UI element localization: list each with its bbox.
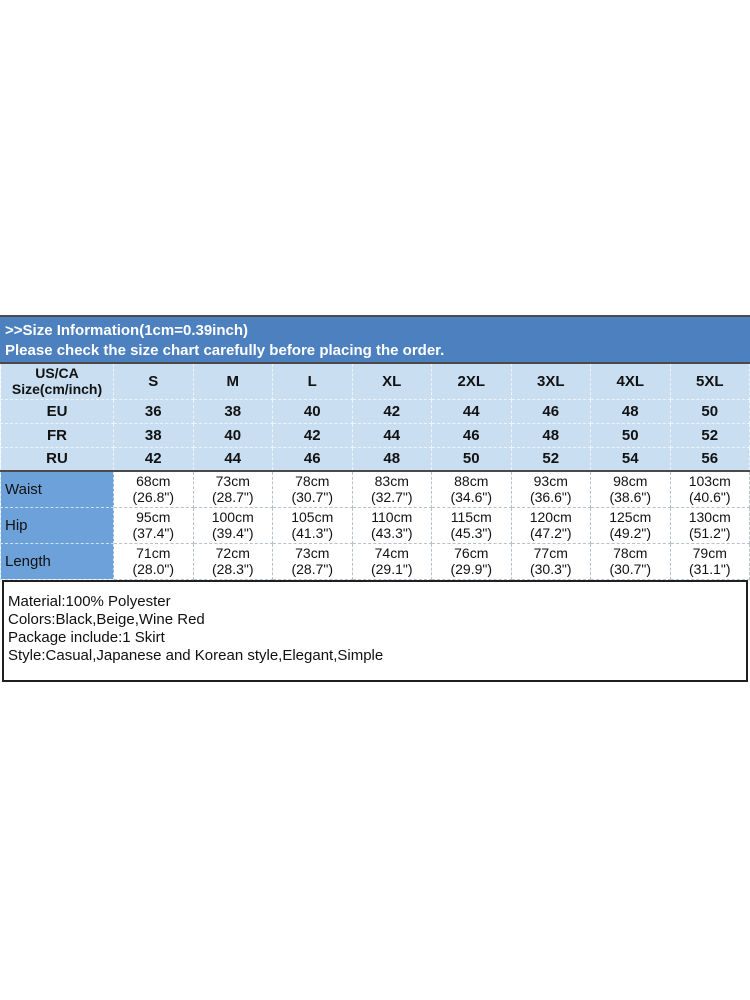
ru-size-cell: 42 bbox=[114, 447, 194, 471]
size-header-row bbox=[1, 363, 750, 399]
length-value-cell: 78cm (30.7") bbox=[591, 543, 671, 579]
ru-size-cell: 54 bbox=[591, 447, 671, 471]
fr-size-cell: 40 bbox=[193, 423, 273, 447]
hip-value-cell: 100cm (39.4") bbox=[193, 507, 273, 543]
size-col-header-3xl: 3XL bbox=[511, 363, 591, 399]
size-col-header-l: L bbox=[273, 363, 353, 399]
fr-size-cell: 44 bbox=[352, 423, 432, 447]
ru-size-cell: 56 bbox=[670, 447, 750, 471]
size-col-header-2xl: 2XL bbox=[432, 363, 512, 399]
eu-size-cell: 42 bbox=[352, 399, 432, 423]
eu-size-cell: 40 bbox=[273, 399, 353, 423]
ru-size-cell: 50 bbox=[432, 447, 512, 471]
measurement-label-length: Length bbox=[1, 543, 114, 579]
banner-title: >>Size Information(1cm=0.39inch) bbox=[5, 322, 248, 339]
corner-header-cell bbox=[1, 363, 114, 399]
product-details-box bbox=[2, 580, 748, 682]
waist-value-cell: 88cm (34.6") bbox=[432, 471, 512, 507]
region-row-eu bbox=[1, 399, 750, 423]
size-col-header-xl: XL bbox=[352, 363, 432, 399]
eu-size-cell: 38 bbox=[193, 399, 273, 423]
length-value-cell: 77cm (30.3") bbox=[511, 543, 591, 579]
eu-size-cell: 46 bbox=[511, 399, 591, 423]
detail-colors: Colors:Black,Beige,Wine Red bbox=[8, 611, 205, 628]
waist-value-cell: 78cm (30.7") bbox=[273, 471, 353, 507]
region-label-ru: RU bbox=[1, 447, 114, 471]
region-row-ru bbox=[1, 447, 750, 471]
hip-value-cell: 110cm (43.3") bbox=[352, 507, 432, 543]
waist-value-cell: 98cm (38.6") bbox=[591, 471, 671, 507]
eu-size-cell: 36 bbox=[114, 399, 194, 423]
fr-size-cell: 42 bbox=[273, 423, 353, 447]
hip-value-cell: 130cm (51.2") bbox=[670, 507, 750, 543]
hip-value-cell: 95cm (37.4") bbox=[114, 507, 194, 543]
detail-material: Material:100% Polyester bbox=[8, 593, 171, 610]
size-info-banner bbox=[0, 315, 750, 362]
fr-size-cell: 46 bbox=[432, 423, 512, 447]
hip-value-cell: 125cm (49.2") bbox=[591, 507, 671, 543]
ru-size-cell: 48 bbox=[352, 447, 432, 471]
region-label-eu: EU bbox=[1, 399, 114, 423]
banner-subtitle: Please check the size chart carefully before placing the order. bbox=[5, 341, 445, 359]
length-value-cell: 76cm (29.9") bbox=[432, 543, 512, 579]
size-chart-table bbox=[0, 362, 750, 580]
ru-size-cell: 52 bbox=[511, 447, 591, 471]
measurement-row-hip bbox=[1, 507, 750, 543]
region-row-fr bbox=[1, 423, 750, 447]
corner-header-line2: Size(cm/inch) bbox=[11, 381, 103, 398]
length-value-cell: 73cm (28.7") bbox=[273, 543, 353, 579]
detail-package: Package include:1 Skirt bbox=[8, 629, 165, 646]
waist-value-cell: 73cm (28.7") bbox=[193, 471, 273, 507]
corner-header-line1: US/CA bbox=[35, 365, 79, 382]
length-value-cell: 71cm (28.0") bbox=[114, 543, 194, 579]
measurement-row-waist bbox=[1, 471, 750, 507]
ru-size-cell: 46 bbox=[273, 447, 353, 471]
hip-value-cell: 120cm (47.2") bbox=[511, 507, 591, 543]
hip-value-cell: 115cm (45.3") bbox=[432, 507, 512, 543]
measurement-label-waist: Waist bbox=[1, 471, 114, 507]
waist-value-cell: 93cm (36.6") bbox=[511, 471, 591, 507]
measurement-row-length bbox=[1, 543, 750, 579]
length-value-cell: 74cm (29.1") bbox=[352, 543, 432, 579]
size-col-header-5xl: 5XL bbox=[670, 363, 750, 399]
eu-size-cell: 44 bbox=[432, 399, 512, 423]
ru-size-cell: 44 bbox=[193, 447, 273, 471]
hip-value-cell: 105cm (41.3") bbox=[273, 507, 353, 543]
waist-value-cell: 83cm (32.7") bbox=[352, 471, 432, 507]
waist-value-cell: 68cm (26.8") bbox=[114, 471, 194, 507]
size-col-header-m: M bbox=[193, 363, 273, 399]
size-col-header-s: S bbox=[114, 363, 194, 399]
measurement-label-hip: Hip bbox=[1, 507, 114, 543]
size-col-header-4xl: 4XL bbox=[591, 363, 671, 399]
fr-size-cell: 38 bbox=[114, 423, 194, 447]
length-value-cell: 72cm (28.3") bbox=[193, 543, 273, 579]
detail-style: Style:Casual,Japanese and Korean style,Elegant,Simple bbox=[8, 647, 384, 664]
waist-value-cell: 103cm (40.6") bbox=[670, 471, 750, 507]
region-label-fr: FR bbox=[1, 423, 114, 447]
eu-size-cell: 48 bbox=[591, 399, 671, 423]
fr-size-cell: 52 bbox=[670, 423, 750, 447]
length-value-cell: 79cm (31.1") bbox=[670, 543, 750, 579]
eu-size-cell: 50 bbox=[670, 399, 750, 423]
fr-size-cell: 50 bbox=[591, 423, 671, 447]
fr-size-cell: 48 bbox=[511, 423, 591, 447]
